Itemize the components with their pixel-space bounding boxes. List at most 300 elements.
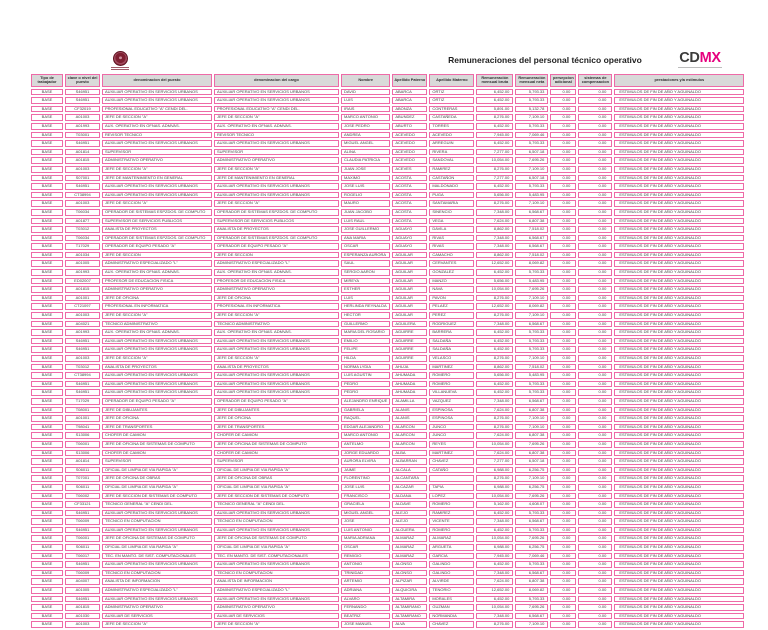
cell-apellido-materno: CASTAÑON [429,175,474,182]
cell-nombre: ANA MARIA [341,235,390,242]
cell-nombre: PEDRO [341,381,390,388]
cell-apellido-paterno: ALMARAZ [392,535,427,542]
page-title: Remuneraciones del personal técnico operativo [448,55,642,65]
cell-apellido-paterno: ALARCON [392,441,427,448]
cell-apellido-paterno: AGUAYO [392,226,427,233]
remunerations-table [29,72,746,630]
cell-apellido-paterno: AGUILAR [392,278,427,285]
cell-tipo-trabajador: BASE [31,106,63,113]
cell-apellido-materno: VAZQUEZ [429,398,474,405]
cell-clave-nivel: A01993 [65,269,100,276]
table-row [31,192,744,199]
table-row [31,106,744,113]
col-header-apellido-paterno: Apellido Paterno [392,74,427,87]
cell-sistemas-compensacion: 0.00 [578,175,612,182]
cell-denominacion-cargo: JEFE DE MANTENIMIENTO EN GENERAL [214,175,339,182]
cell-denominacion-cargo: ANALISTA DE PROYECTOS [214,364,339,371]
col-header-remuneracion-neta: Remuneración mensual neta [515,74,548,87]
cell-remuneracion-bruta: 8,276.00 [476,166,513,173]
cell-clave-nivel: A01814 [65,458,100,465]
table-row [31,286,744,293]
cell-apellido-paterno: AGUAYO [392,235,427,242]
cell-sistemas-compensacion: 0.00 [578,553,612,560]
cdmx-cd-text: CD [679,50,700,66]
cell-sistemas-compensacion: 0.00 [578,157,612,164]
cell-apellido-materno: GONZALEZ [429,269,474,276]
cell-sistemas-compensacion: 0.00 [578,398,612,405]
table-row [31,613,744,620]
cell-prestaciones-estimulos: ESTIMULOS DE FIN DE AÑO Y AGUINALDO [614,518,744,525]
table-row [31,346,744,353]
cell-clave-nivel: A01003 [65,166,100,173]
cell-apellido-paterno: ALTAMIRA [392,596,427,603]
cell-remuneracion-neta: 7,695.26 [515,441,548,448]
cell-apellido-materno: JUNCO [429,424,474,431]
cell-sistemas-compensacion: 0.00 [578,243,612,250]
cell-prestaciones-estimulos: ESTIMULOS DE FIN DE AÑO Y AGUINALDO [614,510,744,517]
cell-apellido-paterno: ALCALA [392,467,427,474]
cell-remuneracion-bruta: 7,348.00 [476,518,513,525]
cell-remuneracion-neta: 8,069.82 [515,303,548,310]
cell-clave-nivel: A04021 [65,321,100,328]
cell-remuneracion-bruta: 6,452.00 [476,527,513,534]
cell-nombre: LUIS [341,97,390,104]
cell-prestaciones-estimulos: ESTIMULOS DE FIN DE AÑO Y AGUINALDO [614,166,744,173]
cell-remuneracion-bruta: 8,862.00 [476,226,513,233]
cell-persepcion-adicional: 0.00 [550,157,576,164]
cell-remuneracion-bruta: 8,276.00 [476,415,513,422]
cell-clave-nivel: A04007 [65,578,100,585]
institution-seal-logo [108,51,132,71]
cell-prestaciones-estimulos: ESTIMULOS DE FIN DE AÑO Y AGUINALDO [614,114,744,121]
cell-tipo-trabajador: BASE [31,467,63,474]
cell-nombre: ALINA [341,149,390,156]
cell-tipo-trabajador: BASE [31,132,63,139]
cell-clave-nivel: S13006 [65,450,100,457]
cell-prestaciones-estimulos: ESTIMULOS DE FIN DE AÑO Y AGUINALDO [614,149,744,156]
table-row [31,243,744,250]
cell-persepcion-adicional: 0.00 [550,570,576,577]
cell-prestaciones-estimulos: ESTIMULOS DE FIN DE AÑO Y AGUINALDO [614,321,744,328]
cell-denominacion-cargo: AUXILIAR OPERATIVO EN SERVICIOS URBANOS [214,389,339,396]
cell-remuneracion-bruta: 6,452.00 [476,329,513,336]
cell-denominacion-puesto: JEFE DE DIBUJANTES [102,407,212,414]
cell-clave-nivel: T98041 [65,424,100,431]
cell-persepcion-adicional: 0.00 [550,260,576,267]
table-row [31,338,744,345]
cell-clave-nivel: A01003 [65,312,100,319]
cell-sistemas-compensacion: 0.00 [578,475,612,482]
cell-sistemas-compensacion: 0.00 [578,561,612,568]
cell-denominacion-puesto: TECNICO GENERAL "A" CENDI DEL. [102,501,212,508]
cell-apellido-materno: RODRIGUEZ [429,321,474,328]
cell-denominacion-cargo: AUX. OPERATIVO EN OFNAS. ADMVAS. [214,123,339,130]
cell-apellido-paterno: ALEJO [392,510,427,517]
table-row [31,97,744,104]
cell-sistemas-compensacion: 0.00 [578,467,612,474]
cell-apellido-paterno: AGUAYO [392,243,427,250]
col-header-denominacion-cargo: denominacion del cargo [214,74,339,87]
cell-denominacion-cargo: OPERADOR DE SISTEMAS ESPZDOS. DE COMPUTO [214,235,339,242]
cell-apellido-materno: PUGA [429,192,474,199]
cell-prestaciones-estimulos: ESTIMULOS DE FIN DE AÑO Y AGUINALDO [614,123,744,130]
cell-nombre: LUIS RAUL [341,218,390,225]
cell-remuneracion-bruta: 6,452.00 [476,338,513,345]
cell-persepcion-adicional: 0.00 [550,553,576,560]
cell-persepcion-adicional: 0.00 [550,398,576,405]
cell-clave-nivel: A01005 [65,587,100,594]
cell-remuneracion-bruta: 8,276.00 [476,312,513,319]
cell-clave-nivel: T03001 [65,132,100,139]
cell-apellido-materno: RIVAS [429,243,474,250]
table-row [31,381,744,388]
cell-apellido-paterno: ALMARAZ [392,544,427,551]
cell-apellido-paterno: ACEVEDO [392,157,427,164]
cell-apellido-materno: MORALES [429,596,474,603]
cell-tipo-trabajador: BASE [31,561,63,568]
cell-nombre: ANTONIO [341,561,390,568]
cell-persepcion-adicional: 0.00 [550,89,576,96]
cell-denominacion-cargo: ANALISTA DE PROYECTOS [214,226,339,233]
cell-tipo-trabajador: BASE [31,235,63,242]
cell-apellido-paterno: ACOSTA [392,218,427,225]
cell-apellido-materno: GALINDO [429,561,474,568]
cell-denominacion-cargo: AUXILIAR OPERATIVO EN SERVICIOS URBANOS [214,510,339,517]
col-header-prestaciones-estimulos: prestaciones y/a estimulos [614,74,744,87]
cell-nombre: ANTELMO [341,441,390,448]
cell-tipo-trabajador: BASE [31,578,63,585]
cell-nombre: LUIS AGUSTIN [341,372,390,379]
cell-denominacion-puesto: SUPERVISOR [102,458,212,465]
cell-denominacion-puesto: AUXILIAR OPERATIVO EN SERVICIOS URBANOS [102,372,212,379]
cell-clave-nivel: T06009 [65,570,100,577]
cell-apellido-paterno: AHUMADA [392,389,427,396]
cell-remuneracion-bruta: 8,276.00 [476,621,513,628]
cell-clave-nivel: T03012 [65,364,100,371]
cell-denominacion-cargo: ADMINISTRATIVO OPERATIVO [214,157,339,164]
cell-denominacion-puesto: JEFE DE OFICINA [102,415,212,422]
cell-apellido-materno: VEGA [429,218,474,225]
cell-persepcion-adicional: 0.00 [550,372,576,379]
cell-nombre: REMIGIO [341,553,390,560]
cell-prestaciones-estimulos: ESTIMULOS DE FIN DE AÑO Y AGUINALDO [614,424,744,431]
cell-prestaciones-estimulos: ESTIMULOS DE FIN DE AÑO Y AGUINALDO [614,260,744,267]
cell-prestaciones-estimulos: ESTIMULOS DE FIN DE AÑO Y AGUINALDO [614,458,744,465]
table-row [31,200,744,207]
cell-tipo-trabajador: BASE [31,295,63,302]
cell-apellido-materno: ARREGUIN [429,140,474,147]
cell-clave-nivel: S46951 [65,527,100,534]
cell-remuneracion-neta: 7,109.10 [515,312,548,319]
cell-clave-nivel: S46951 [65,510,100,517]
cell-clave-nivel: A01003 [65,114,100,121]
table-row [31,209,744,216]
cell-apellido-paterno: AGUILAR [392,303,427,310]
cell-clave-nivel: T07001 [65,475,100,482]
cell-remuneracion-bruta: 6,452.00 [476,389,513,396]
cell-nombre: ESTHER [341,286,390,293]
cell-remuneracion-neta: 7,518.02 [515,252,548,259]
cell-persepcion-adicional: 0.00 [550,338,576,345]
cell-remuneracion-neta: 6,507.18 [515,175,548,182]
cell-persepcion-adicional: 0.00 [550,123,576,130]
cell-denominacion-cargo: JEFE DE OFICINA [214,295,339,302]
cell-prestaciones-estimulos: ESTIMULOS DE FIN DE AÑO Y AGUINALDO [614,475,744,482]
cell-remuneracion-bruta: 7,348.00 [476,613,513,620]
table-row [31,467,744,474]
cell-clave-nivel: A01001 [65,295,100,302]
cell-remuneracion-neta: 6,568.67 [515,209,548,216]
cell-denominacion-puesto: JEFE DE OFICINA DE OBRAS [102,475,212,482]
cell-remuneracion-bruta: 5,656.00 [476,372,513,379]
table-row [31,458,744,465]
cell-sistemas-compensacion: 0.00 [578,269,612,276]
cell-prestaciones-estimulos: ESTIMULOS DE FIN DE AÑO Y AGUINALDO [614,106,744,113]
cell-tipo-trabajador: BASE [31,183,63,190]
cell-nombre: MIREYA [341,278,390,285]
cell-denominacion-puesto: REVISOR TECNICO [102,132,212,139]
cell-nombre: ANDREA [341,132,390,139]
cell-denominacion-cargo: JEFE DE OFICINA DE SISTEMAS DE COMPUTO [214,535,339,542]
table-row [31,389,744,396]
cell-apellido-materno [429,475,474,482]
cell-remuneracion-bruta: 10,054.00 [476,441,513,448]
col-header-apellido-materno: Apellido Materno [429,74,474,87]
cell-sistemas-compensacion: 0.00 [578,578,612,585]
cell-nombre: LUIS ANTONIO [341,527,390,534]
cell-tipo-trabajador: BASE [31,269,63,276]
cell-remuneracion-bruta: 7,348.00 [476,243,513,250]
cell-apellido-materno: SANTAMARIA [429,200,474,207]
cell-sistemas-compensacion: 0.00 [578,596,612,603]
cell-apellido-paterno: ABUNDEZ [392,114,427,121]
cell-remuneracion-neta: 5,793.33 [515,346,548,353]
cell-prestaciones-estimulos: ESTIMULOS DE FIN DE AÑO Y AGUINALDO [614,561,744,568]
cell-apellido-materno: CONTRERAS [429,106,474,113]
cell-persepcion-adicional: 0.00 [550,561,576,568]
cell-tipo-trabajador: BASE [31,89,63,96]
cell-prestaciones-estimulos: ESTIMULOS DE FIN DE AÑO Y AGUINALDO [614,441,744,448]
cell-denominacion-cargo: JEFE DE DIBUJANTES [214,407,339,414]
cell-prestaciones-estimulos: ESTIMULOS DE FIN DE AÑO Y AGUINALDO [614,467,744,474]
cell-remuneracion-neta: 7,109.10 [515,200,548,207]
cell-denominacion-puesto: JEFE DE SECCION "A" [102,621,212,628]
cell-tipo-trabajador: BASE [31,355,63,362]
cell-denominacion-puesto: AUXILIAR OPERATIVO EN SERVICIOS URBANOS [102,192,212,199]
cell-clave-nivel: S46951 [65,381,100,388]
cell-remuneracion-neta: 6,568.67 [515,321,548,328]
cell-sistemas-compensacion: 0.00 [578,252,612,259]
cell-nombre: MARCO ANTONIO [341,432,390,439]
cell-denominacion-puesto: JEFE DE SECCION "A" [102,200,212,207]
cell-remuneracion-bruta: 10,054.00 [476,157,513,164]
cell-remuneracion-neta: 5,483.95 [515,192,548,199]
cell-apellido-materno: VICENTE [429,518,474,525]
cell-tipo-trabajador: BASE [31,458,63,465]
cell-persepcion-adicional: 0.00 [550,518,576,525]
cell-apellido-materno: CERVANTES [429,260,474,267]
cell-sistemas-compensacion: 0.00 [578,389,612,396]
cell-remuneracion-neta: 5,793.33 [515,329,548,336]
cell-remuneracion-bruta: 6,988.00 [476,467,513,474]
cell-denominacion-cargo: SUPERVISOR [214,458,339,465]
cell-nombre: NORMA LYDIA [341,364,390,371]
cell-denominacion-cargo: SUPERVISOR [214,149,339,156]
cell-apellido-paterno: ACEVES [392,166,427,173]
cell-remuneracion-bruta: 12,652.00 [476,303,513,310]
cell-persepcion-adicional: 0.00 [550,183,576,190]
cell-persepcion-adicional: 0.00 [550,329,576,336]
cell-persepcion-adicional: 0.00 [550,441,576,448]
cell-remuneracion-neta: 6,568.67 [515,613,548,620]
cell-clave-nivel: T03012 [65,226,100,233]
cell-prestaciones-estimulos: ESTIMULOS DE FIN DE AÑO Y AGUINALDO [614,278,744,285]
cell-persepcion-adicional: 0.00 [550,166,576,173]
cell-denominacion-puesto: TECNICO EN COMPUTACION [102,518,212,525]
cell-tipo-trabajador: BASE [31,114,63,121]
cell-remuneracion-neta: 6,256.75 [515,467,548,474]
cell-denominacion-cargo: OFICIAL DE LIMPIA DE VIA RAPIDA "A" [214,467,339,474]
cell-tipo-trabajador: BASE [31,432,63,439]
cell-persepcion-adicional: 0.00 [550,200,576,207]
cell-denominacion-cargo: JEFE DE OFICINA DE OBRAS [214,475,339,482]
cell-prestaciones-estimulos: ESTIMULOS DE FIN DE AÑO Y AGUINALDO [614,209,744,216]
cell-clave-nivel: A01034 [65,252,100,259]
cell-remuneracion-bruta: 12,652.00 [476,587,513,594]
cell-apellido-materno: LOPEZ [429,493,474,500]
cell-persepcion-adicional: 0.00 [550,269,576,276]
cell-apellido-paterno: ALARCON [392,424,427,431]
cell-prestaciones-estimulos: ESTIMULOS DE FIN DE AÑO Y AGUINALDO [614,587,744,594]
cell-denominacion-cargo: ADMINISTRATIVO OPERATIVO [214,286,339,293]
cell-persepcion-adicional: 0.00 [550,303,576,310]
col-header-persepcion-adicional: persepcion adicional [550,74,576,87]
cell-remuneracion-bruta: 7,945.00 [476,132,513,139]
cell-remuneracion-bruta: 8,276.00 [476,295,513,302]
cell-remuneracion-bruta: 6,452.00 [476,510,513,517]
cell-remuneracion-bruta: 5,656.00 [476,278,513,285]
cell-nombre: AURORA ELVIRA [341,458,390,465]
cell-nombre: MIGUEL ANGEL [341,140,390,147]
col-header-clave-nivel: clave o nivel del puesto [65,74,100,87]
cell-nombre: GUILLERMO [341,321,390,328]
cell-prestaciones-estimulos: ESTIMULOS DE FIN DE AÑO Y AGUINALDO [614,407,744,414]
cell-denominacion-cargo: AUXILIAR OPERATIVO EN SERVICIOS URBANOS [214,97,339,104]
cell-tipo-trabajador: BASE [31,501,63,508]
cell-remuneracion-bruta: 6,452.00 [476,381,513,388]
cell-apellido-materno: TORRES [429,123,474,130]
cell-denominacion-puesto: TECNICO EN COMPUTACION [102,570,212,577]
cell-denominacion-puesto: CHOFER DE CAMION [102,432,212,439]
table-row [31,621,744,628]
cell-denominacion-cargo: AUX. OPERATIVO EN OFNAS. ADMVAS. [214,329,339,336]
cell-persepcion-adicional: 0.00 [550,286,576,293]
cell-remuneracion-bruta: 10,054.00 [476,286,513,293]
cell-denominacion-puesto: JEFE DE OFICINA [102,295,212,302]
cell-apellido-materno: GUZMAN [429,604,474,611]
cell-apellido-paterno: ALEJO [392,518,427,525]
table-body [31,89,744,628]
cell-persepcion-adicional: 0.00 [550,544,576,551]
cell-sistemas-compensacion: 0.00 [578,149,612,156]
cell-nombre: MIGUEL ANGEL [341,510,390,517]
cell-apellido-paterno: ALCAZAR [392,484,427,491]
table-row [31,183,744,190]
cell-sistemas-compensacion: 0.00 [578,458,612,465]
cell-remuneracion-bruta: 7,348.00 [476,321,513,328]
cell-remuneracion-bruta: 7,277.00 [476,149,513,156]
cell-persepcion-adicional: 0.00 [550,295,576,302]
cell-denominacion-puesto: AUX. OPERATIVO EN OFNAS. ADMVAS. [102,269,212,276]
table-row [31,312,744,319]
cell-tipo-trabajador: BASE [31,372,63,379]
cell-prestaciones-estimulos: ESTIMULOS DE FIN DE AÑO Y AGUINALDO [614,381,744,388]
cell-remuneracion-bruta: 7,348.00 [476,398,513,405]
cell-remuneracion-neta: 6,507.18 [515,149,548,156]
cell-persepcion-adicional: 0.00 [550,321,576,328]
cell-apellido-paterno: ALANIS [392,415,427,422]
cell-denominacion-puesto: AUXILIAR OPERATIVO EN SERVICIOS URBANOS [102,89,212,96]
cell-clave-nivel: T06001 [65,441,100,448]
cell-remuneracion-neta: 6,807.38 [515,407,548,414]
cell-denominacion-puesto: AUXILIAR OPERATIVO EN SERVICIOS URBANOS [102,561,212,568]
cell-remuneracion-bruta: 8,276.00 [476,424,513,431]
cell-remuneracion-neta: 5,793.33 [515,510,548,517]
cell-sistemas-compensacion: 0.00 [578,123,612,130]
cell-denominacion-cargo: PROFESOR DE EDUCACION FISICA [214,278,339,285]
table-row [31,501,744,508]
table-row [31,260,744,267]
cell-nombre: DAVID [341,89,390,96]
cell-nombre: JAIME [341,467,390,474]
cell-sistemas-compensacion: 0.00 [578,209,612,216]
table-row [31,570,744,577]
cell-apellido-paterno: ALARCON [392,432,427,439]
cell-denominacion-puesto: AUXILIAR DE SERVICIOS [102,613,212,620]
cell-sistemas-compensacion: 0.00 [578,381,612,388]
cell-remuneracion-bruta: 6,452.00 [476,269,513,276]
cell-apellido-materno: ESPINOSA [429,415,474,422]
cell-sistemas-compensacion: 0.00 [578,570,612,577]
cell-nombre: LUIS [341,295,390,302]
cell-prestaciones-estimulos: ESTIMULOS DE FIN DE AÑO Y AGUINALDO [614,269,744,276]
cell-prestaciones-estimulos: ESTIMULOS DE FIN DE AÑO Y AGUINALDO [614,286,744,293]
cell-denominacion-puesto: ADMINISTRATIVO ESPECIALIZADO "L" [102,587,212,594]
cell-remuneracion-bruta: 7,348.00 [476,570,513,577]
cell-apellido-materno: ARGUETA [429,544,474,551]
cell-apellido-materno: RAMIREZ [429,166,474,173]
cell-clave-nivel: S46951 [65,389,100,396]
cell-apellido-paterno: ALMARAZ [392,553,427,560]
cell-nombre: ADRIANA [341,587,390,594]
cell-nombre: OSCAR [341,544,390,551]
cell-tipo-trabajador: BASE [31,415,63,422]
cell-nombre: TRINIDAD [341,570,390,577]
cell-tipo-trabajador: BASE [31,175,63,182]
table-row [31,329,744,336]
cell-clave-nivel: A01003 [65,200,100,207]
cell-prestaciones-estimulos: ESTIMULOS DE FIN DE AÑO Y AGUINALDO [614,355,744,362]
cell-nombre: JOSE LUIS [341,183,390,190]
cell-prestaciones-estimulos: ESTIMULOS DE FIN DE AÑO Y AGUINALDO [614,346,744,353]
cell-persepcion-adicional: 0.00 [550,364,576,371]
cell-apellido-materno: PEREZ [429,312,474,319]
cell-apellido-materno: JUNCO [429,432,474,439]
cell-apellido-paterno: ALCANTARA [392,475,427,482]
cell-apellido-paterno: ALVA [392,621,427,628]
cell-apellido-paterno: AHUMADA [392,372,427,379]
cell-remuneracion-neta: 5,793.33 [515,140,548,147]
